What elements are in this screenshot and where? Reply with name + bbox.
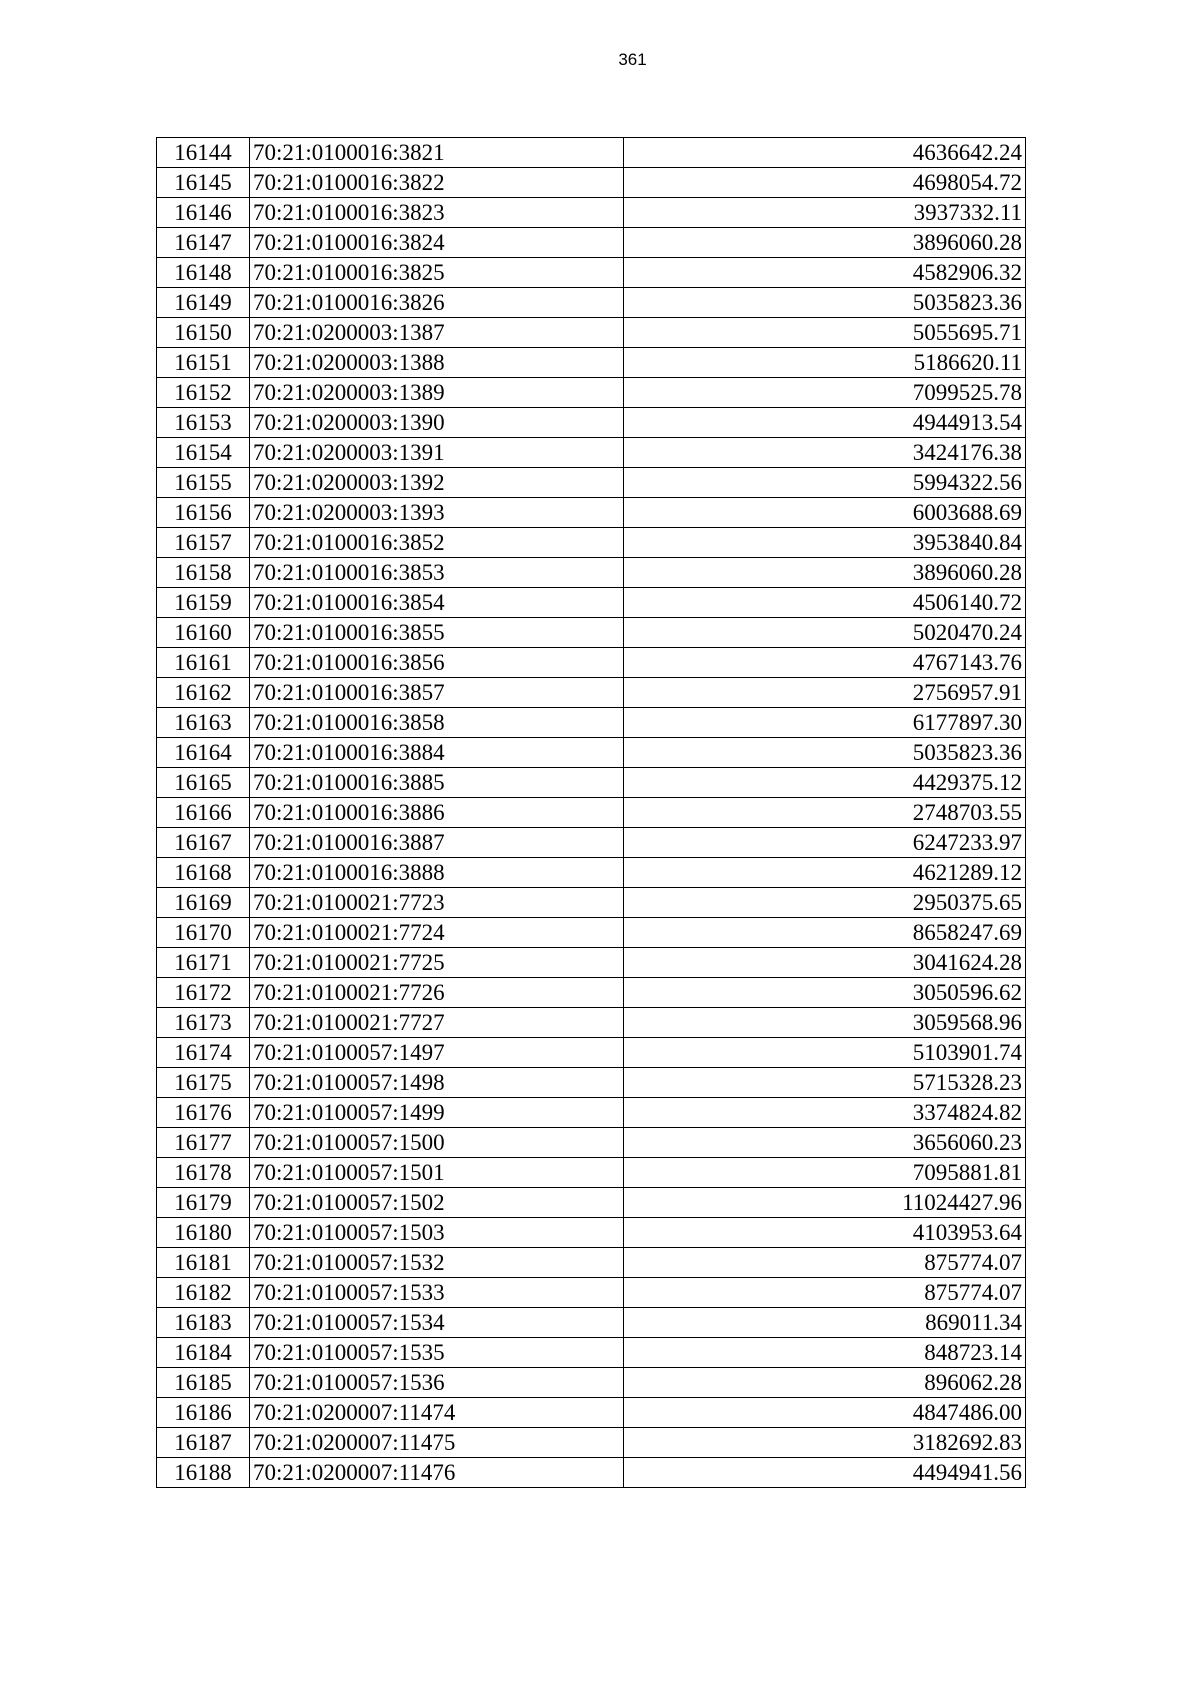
row-number-cell: 16176 <box>157 1098 250 1128</box>
row-number-cell: 16183 <box>157 1308 250 1338</box>
table-row <box>157 1248 1026 1278</box>
cadastral-number-cell: 70:21:0100016:3823 <box>250 198 624 228</box>
table-row <box>157 168 1026 198</box>
value-cell: 3182692.83 <box>624 1428 1026 1458</box>
row-number-cell: 16171 <box>157 948 250 978</box>
table-row <box>157 798 1026 828</box>
row-number-cell: 16148 <box>157 258 250 288</box>
value-cell: 3041624.28 <box>624 948 1026 978</box>
cadastral-number-cell: 70:21:0100021:7723 <box>250 888 624 918</box>
table-row <box>157 288 1026 318</box>
row-number-cell: 16158 <box>157 558 250 588</box>
row-number-cell: 16175 <box>157 1068 250 1098</box>
value-cell: 4636642.24 <box>624 138 1026 168</box>
value-cell: 11024427.96 <box>624 1188 1026 1218</box>
value-cell: 2756957.91 <box>624 678 1026 708</box>
row-number-cell: 16170 <box>157 918 250 948</box>
cadastral-number-cell: 70:21:0100057:1532 <box>250 1248 624 1278</box>
cadastral-number-cell: 70:21:0100057:1498 <box>250 1068 624 1098</box>
table-row <box>157 678 1026 708</box>
table-row <box>157 408 1026 438</box>
cadastral-number-cell: 70:21:0100016:3888 <box>250 858 624 888</box>
value-cell: 875774.07 <box>624 1248 1026 1278</box>
cadastral-number-cell: 70:21:0100057:1534 <box>250 1308 624 1338</box>
value-cell: 4767143.76 <box>624 648 1026 678</box>
row-number-cell: 16181 <box>157 1248 250 1278</box>
value-cell: 4506140.72 <box>624 588 1026 618</box>
value-cell: 4698054.72 <box>624 168 1026 198</box>
cadastral-number-cell: 70:21:0100016:3884 <box>250 738 624 768</box>
table-row <box>157 1218 1026 1248</box>
value-cell: 5103901.74 <box>624 1038 1026 1068</box>
row-number-cell: 16161 <box>157 648 250 678</box>
table-row <box>157 228 1026 258</box>
cadastral-number-cell: 70:21:0100016:3824 <box>250 228 624 258</box>
cadastral-number-cell: 70:21:0100016:3822 <box>250 168 624 198</box>
cadastral-number-cell: 70:21:0100016:3852 <box>250 528 624 558</box>
cadastral-number-cell: 70:21:0200003:1391 <box>250 438 624 468</box>
row-number-cell: 16151 <box>157 348 250 378</box>
row-number-cell: 16185 <box>157 1368 250 1398</box>
table-row <box>157 348 1026 378</box>
value-cell: 2950375.65 <box>624 888 1026 918</box>
cadastral-number-cell: 70:21:0100021:7724 <box>250 918 624 948</box>
value-cell: 3424176.38 <box>624 438 1026 468</box>
table-row <box>157 978 1026 1008</box>
value-cell: 3374824.82 <box>624 1098 1026 1128</box>
table-row <box>157 1038 1026 1068</box>
row-number-cell: 16160 <box>157 618 250 648</box>
page-number: 361 <box>618 50 647 69</box>
table-row <box>157 1278 1026 1308</box>
row-number-cell: 16149 <box>157 288 250 318</box>
row-number-cell: 16174 <box>157 1038 250 1068</box>
row-number-cell: 16157 <box>157 528 250 558</box>
row-number-cell: 16178 <box>157 1158 250 1188</box>
table-row <box>157 618 1026 648</box>
cadastral-number-cell: 70:21:0100016:3885 <box>250 768 624 798</box>
value-cell: 4847486.00 <box>624 1398 1026 1428</box>
row-number-cell: 16186 <box>157 1398 250 1428</box>
row-number-cell: 16172 <box>157 978 250 1008</box>
value-cell: 5055695.71 <box>624 318 1026 348</box>
value-cell: 6247233.97 <box>624 828 1026 858</box>
cadastral-number-cell: 70:21:0100057:1535 <box>250 1338 624 1368</box>
value-cell: 7095881.81 <box>624 1158 1026 1188</box>
cadastral-number-cell: 70:21:0200007:11475 <box>250 1428 624 1458</box>
value-cell: 4944913.54 <box>624 408 1026 438</box>
table-row <box>157 1308 1026 1338</box>
value-cell: 5035823.36 <box>624 288 1026 318</box>
value-cell: 875774.07 <box>624 1278 1026 1308</box>
table-row <box>157 468 1026 498</box>
table-row <box>157 648 1026 678</box>
cadastral-number-cell: 70:21:0100057:1499 <box>250 1098 624 1128</box>
row-number-cell: 16155 <box>157 468 250 498</box>
row-number-cell: 16163 <box>157 708 250 738</box>
row-number-cell: 16165 <box>157 768 250 798</box>
row-number-cell: 16156 <box>157 498 250 528</box>
row-number-cell: 16144 <box>157 138 250 168</box>
cadastral-number-cell: 70:21:0100057:1500 <box>250 1128 624 1158</box>
table-body <box>157 138 1026 1488</box>
cadastral-number-cell: 70:21:0100057:1503 <box>250 1218 624 1248</box>
table-row <box>157 828 1026 858</box>
row-number-cell: 16145 <box>157 168 250 198</box>
row-number-cell: 16147 <box>157 228 250 258</box>
table-row <box>157 1338 1026 1368</box>
value-cell: 4103953.64 <box>624 1218 1026 1248</box>
table-row <box>157 948 1026 978</box>
row-number-cell: 16177 <box>157 1128 250 1158</box>
table-row <box>157 1368 1026 1398</box>
row-number-cell: 16179 <box>157 1188 250 1218</box>
row-number-cell: 16164 <box>157 738 250 768</box>
table-row <box>157 1458 1026 1488</box>
cadastral-number-cell: 70:21:0100021:7727 <box>250 1008 624 1038</box>
row-number-cell: 16159 <box>157 588 250 618</box>
value-cell: 896062.28 <box>624 1368 1026 1398</box>
value-cell: 4621289.12 <box>624 858 1026 888</box>
table-row <box>157 528 1026 558</box>
row-number-cell: 16187 <box>157 1428 250 1458</box>
data-table <box>156 137 1026 1488</box>
value-cell: 5186620.11 <box>624 348 1026 378</box>
row-number-cell: 16182 <box>157 1278 250 1308</box>
table-row <box>157 258 1026 288</box>
value-cell: 3937332.11 <box>624 198 1026 228</box>
table-row <box>157 1098 1026 1128</box>
value-cell: 2748703.55 <box>624 798 1026 828</box>
value-cell: 4582906.32 <box>624 258 1026 288</box>
value-cell: 3896060.28 <box>624 228 1026 258</box>
cadastral-number-cell: 70:21:0200003:1392 <box>250 468 624 498</box>
table-row <box>157 1128 1026 1158</box>
table-row <box>157 1008 1026 1038</box>
cadastral-number-cell: 70:21:0100057:1502 <box>250 1188 624 1218</box>
cadastral-number-cell: 70:21:0100021:7725 <box>250 948 624 978</box>
row-number-cell: 16168 <box>157 858 250 888</box>
table-row <box>157 438 1026 468</box>
cadastral-number-cell: 70:21:0100016:3821 <box>250 138 624 168</box>
cadastral-number-cell: 70:21:0100016:3886 <box>250 798 624 828</box>
cadastral-number-cell: 70:21:0100057:1536 <box>250 1368 624 1398</box>
table-row <box>157 858 1026 888</box>
row-number-cell: 16150 <box>157 318 250 348</box>
row-number-cell: 16180 <box>157 1218 250 1248</box>
table-row <box>157 1158 1026 1188</box>
table-row <box>157 558 1026 588</box>
table-row <box>157 378 1026 408</box>
value-cell: 8658247.69 <box>624 918 1026 948</box>
value-cell: 3656060.23 <box>624 1128 1026 1158</box>
table-row <box>157 198 1026 228</box>
cadastral-number-cell: 70:21:0100057:1501 <box>250 1158 624 1188</box>
cadastral-number-cell: 70:21:0100016:3853 <box>250 558 624 588</box>
row-number-cell: 16152 <box>157 378 250 408</box>
row-number-cell: 16154 <box>157 438 250 468</box>
value-cell: 869011.34 <box>624 1308 1026 1338</box>
value-cell: 6177897.30 <box>624 708 1026 738</box>
table-row <box>157 1398 1026 1428</box>
cadastral-number-cell: 70:21:0100016:3858 <box>250 708 624 738</box>
cadastral-number-cell: 70:21:0200003:1387 <box>250 318 624 348</box>
value-cell: 4429375.12 <box>624 768 1026 798</box>
cadastral-number-cell: 70:21:0200003:1390 <box>250 408 624 438</box>
value-cell: 5035823.36 <box>624 738 1026 768</box>
row-number-cell: 16153 <box>157 408 250 438</box>
table-row <box>157 918 1026 948</box>
value-cell: 7099525.78 <box>624 378 1026 408</box>
value-cell: 3953840.84 <box>624 528 1026 558</box>
value-cell: 5020470.24 <box>624 618 1026 648</box>
cadastral-number-cell: 70:21:0200003:1393 <box>250 498 624 528</box>
table-row <box>157 1068 1026 1098</box>
cadastral-number-cell: 70:21:0100057:1533 <box>250 1278 624 1308</box>
table-row <box>157 738 1026 768</box>
cadastral-number-cell: 70:21:0200007:11476 <box>250 1458 624 1488</box>
cadastral-number-cell: 70:21:0100016:3855 <box>250 618 624 648</box>
table-row <box>157 1188 1026 1218</box>
cadastral-number-cell: 70:21:0200007:11474 <box>250 1398 624 1428</box>
row-number-cell: 16162 <box>157 678 250 708</box>
value-cell: 4494941.56 <box>624 1458 1026 1488</box>
value-cell: 5715328.23 <box>624 1068 1026 1098</box>
cadastral-number-cell: 70:21:0200003:1389 <box>250 378 624 408</box>
cadastral-number-cell: 70:21:0100016:3854 <box>250 588 624 618</box>
table-row <box>157 888 1026 918</box>
cadastral-number-cell: 70:21:0100016:3856 <box>250 648 624 678</box>
value-cell: 848723.14 <box>624 1338 1026 1368</box>
value-cell: 5994322.56 <box>624 468 1026 498</box>
cadastral-number-cell: 70:21:0100057:1497 <box>250 1038 624 1068</box>
cadastral-number-cell: 70:21:0100021:7726 <box>250 978 624 1008</box>
row-number-cell: 16146 <box>157 198 250 228</box>
row-number-cell: 16173 <box>157 1008 250 1038</box>
value-cell: 3059568.96 <box>624 1008 1026 1038</box>
value-cell: 3050596.62 <box>624 978 1026 1008</box>
value-cell: 3896060.28 <box>624 558 1026 588</box>
row-number-cell: 16188 <box>157 1458 250 1488</box>
table-row <box>157 588 1026 618</box>
table-row <box>157 708 1026 738</box>
table-row <box>157 498 1026 528</box>
cadastral-number-cell: 70:21:0200003:1388 <box>250 348 624 378</box>
table-row <box>157 318 1026 348</box>
cadastral-number-cell: 70:21:0100016:3857 <box>250 678 624 708</box>
cadastral-number-cell: 70:21:0100016:3825 <box>250 258 624 288</box>
row-number-cell: 16167 <box>157 828 250 858</box>
table-row <box>157 768 1026 798</box>
cadastral-number-cell: 70:21:0100016:3887 <box>250 828 624 858</box>
row-number-cell: 16166 <box>157 798 250 828</box>
cadastral-number-cell: 70:21:0100016:3826 <box>250 288 624 318</box>
value-cell: 6003688.69 <box>624 498 1026 528</box>
row-number-cell: 16169 <box>157 888 250 918</box>
table-row <box>157 1428 1026 1458</box>
table-row <box>157 138 1026 168</box>
row-number-cell: 16184 <box>157 1338 250 1368</box>
